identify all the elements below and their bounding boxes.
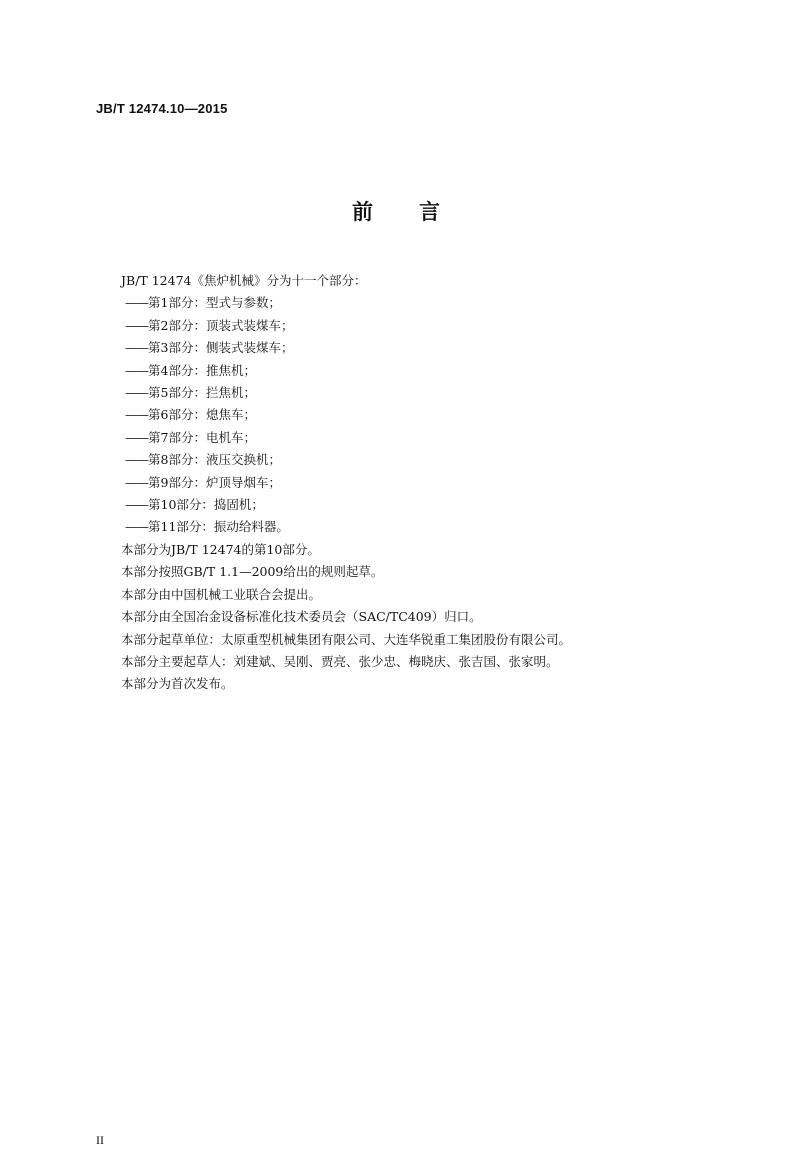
statement-line: 本部分由全国冶金设备标准化技术委员会（SAC/TC409）归口。 — [121, 609, 482, 625]
em-dash: —— — [125, 295, 148, 311]
part-list-item — [121, 427, 721, 449]
part-label: 第4部分：推焦机； — [148, 362, 256, 378]
em-dash: —— — [125, 407, 148, 423]
em-dash: —— — [125, 385, 148, 401]
foreword-body — [121, 270, 721, 696]
statement-line: 本部分由中国机械工业联合会提出。 — [121, 586, 322, 602]
em-dash: —— — [125, 497, 148, 513]
part-list-item — [121, 472, 721, 494]
statement-line: 本部分为首次发布。 — [121, 676, 234, 692]
title-char-first: 前 — [352, 200, 373, 224]
statement-line: 本部分为JB/T 12474的第10部分。 — [121, 541, 320, 557]
part-list-item — [121, 449, 721, 471]
em-dash: —— — [125, 362, 148, 378]
intro-line: JB/T 12474《焦炉机械》分为十一个部分： — [121, 273, 367, 288]
statement-line: 本部分起草单位：太原重型机械集团有限公司、大连华锐重工集团股份有限公司。 — [121, 631, 572, 647]
standard-code: JB/T 12474.10—2015 — [96, 101, 228, 116]
part-list-item — [121, 494, 721, 516]
statement-line: 本部分按照GB/T 1.1—2009给出的规则起草。 — [121, 564, 384, 580]
part-label: 第5部分：拦焦机； — [148, 385, 256, 401]
part-label: 第1部分：型式与参数； — [148, 295, 281, 311]
part-list-item — [121, 360, 721, 382]
part-list-item — [121, 292, 721, 314]
page-number: II — [96, 1133, 104, 1147]
title-char-second: 言 — [419, 200, 440, 224]
em-dash: —— — [125, 519, 148, 535]
part-label: 第9部分：炉顶导烟车； — [148, 474, 281, 490]
part-label: 第2部分：顶装式装煤车； — [148, 317, 294, 333]
part-label: 第11部分：振动给料器。 — [148, 519, 289, 535]
part-list-item — [121, 337, 721, 359]
em-dash: —— — [125, 317, 148, 333]
part-list-item — [121, 516, 721, 538]
part-list-item — [121, 315, 721, 337]
part-label: 第7部分：电机车； — [148, 429, 256, 445]
part-label: 第8部分：液压交换机； — [148, 452, 281, 468]
statement-line: 本部分主要起草人：刘建斌、吴刚、贾亮、张少忠、梅晓庆、张吉国、张家明。 — [121, 653, 559, 669]
part-list-item — [121, 382, 721, 404]
em-dash: —— — [125, 340, 148, 356]
em-dash: —— — [125, 429, 148, 445]
part-label: 第3部分：侧装式装煤车； — [148, 340, 294, 356]
em-dash: —— — [125, 474, 148, 490]
part-list-item — [121, 404, 721, 426]
em-dash: —— — [125, 452, 148, 468]
part-label: 第6部分：熄焦车； — [148, 407, 256, 423]
part-label: 第10部分：捣固机； — [148, 497, 264, 513]
page-title — [0, 196, 792, 226]
